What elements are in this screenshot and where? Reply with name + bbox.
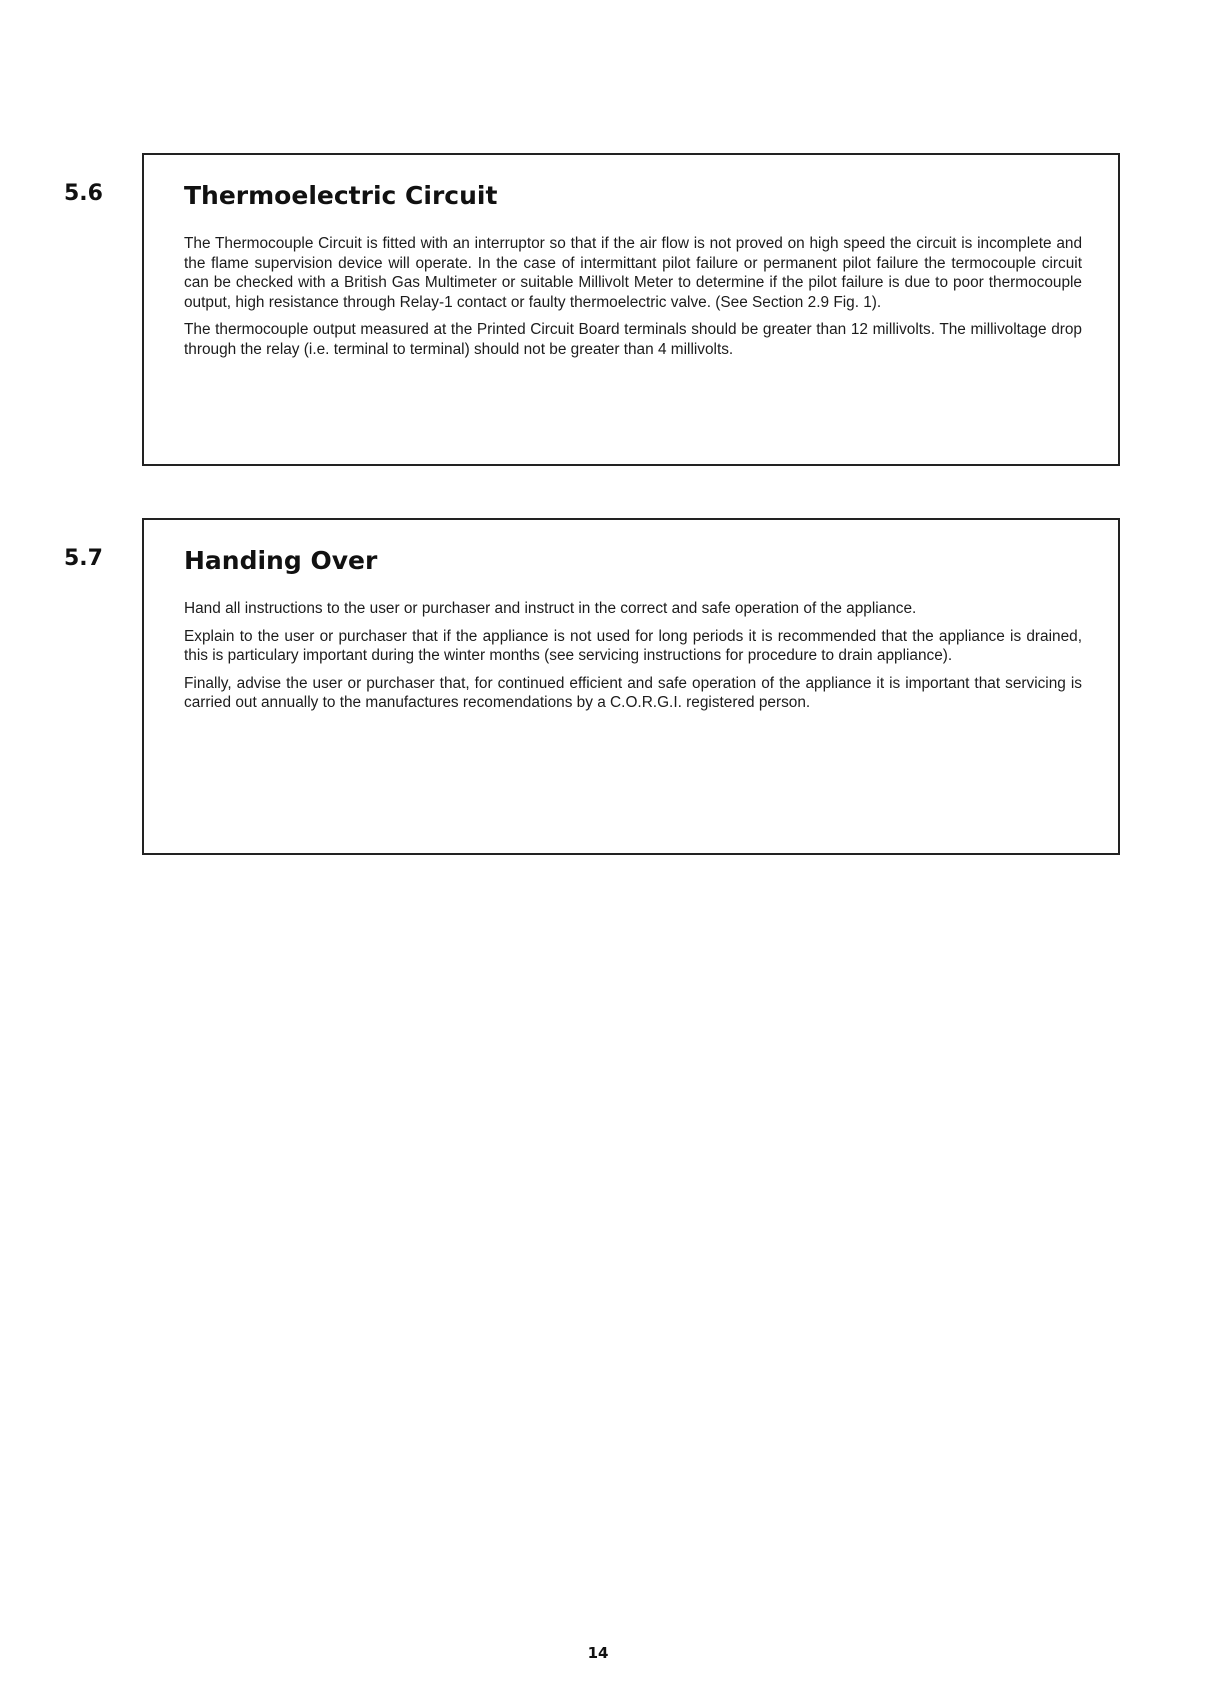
paragraph-thermocouple-circuit: The Thermocouple Circuit is fitted with an interruptor so that if the air flow is not proved on high speed the circuit is incomplete and the flame supervision device will operate. In the case of intermittant pilot failure or permanent pilot failure the termocouple circuit can be checked with a British Gas Multimeter or suitable Millivolt Meter to determine if the pilot failure is due to poor thermocouple output, high resistance through Relay-1 contact or faulty thermoelectric valve. (See Section 2.9 Fig. 1).: [184, 235, 1082, 311]
section-number-5-7: 5.7: [64, 546, 103, 571]
section-number-5-6: 5.6: [64, 181, 103, 206]
paragraph-hand-instructions: Hand all instructions to the user or purchaser and instruct in the correct and safe operation of the appliance.: [184, 600, 917, 617]
section-title-thermoelectric-circuit: Thermoelectric Circuit: [184, 181, 498, 210]
section-box-handing-over: [142, 518, 1120, 855]
section-title-handing-over: Handing Over: [184, 546, 378, 575]
section-box-thermoelectric-circuit: [142, 153, 1120, 466]
page-number: 14: [587, 1644, 609, 1662]
paragraph-explain-draining: Explain to the user or purchaser that if the appliance is not used for long periods it is recommended that the appliance is drained, this is particulary important during the winter months (see servicing instructions for procedure to drain appliance).: [184, 627, 1082, 664]
paragraph-servicing-advice: Finally, advise the user or purchaser that, for continued efficient and safe operation of the appliance it is important that servicing is carried out annually to the manufactures recomendations by a C.O.R.G.I. registered person.: [184, 674, 1082, 711]
paragraph-thermocouple-output: The thermocouple output measured at the Printed Circuit Board terminals should be greater than 12 millivolts. The millivoltage drop through the relay (i.e. terminal to terminal) should not be greater than 4 millivolts.: [184, 321, 1082, 358]
